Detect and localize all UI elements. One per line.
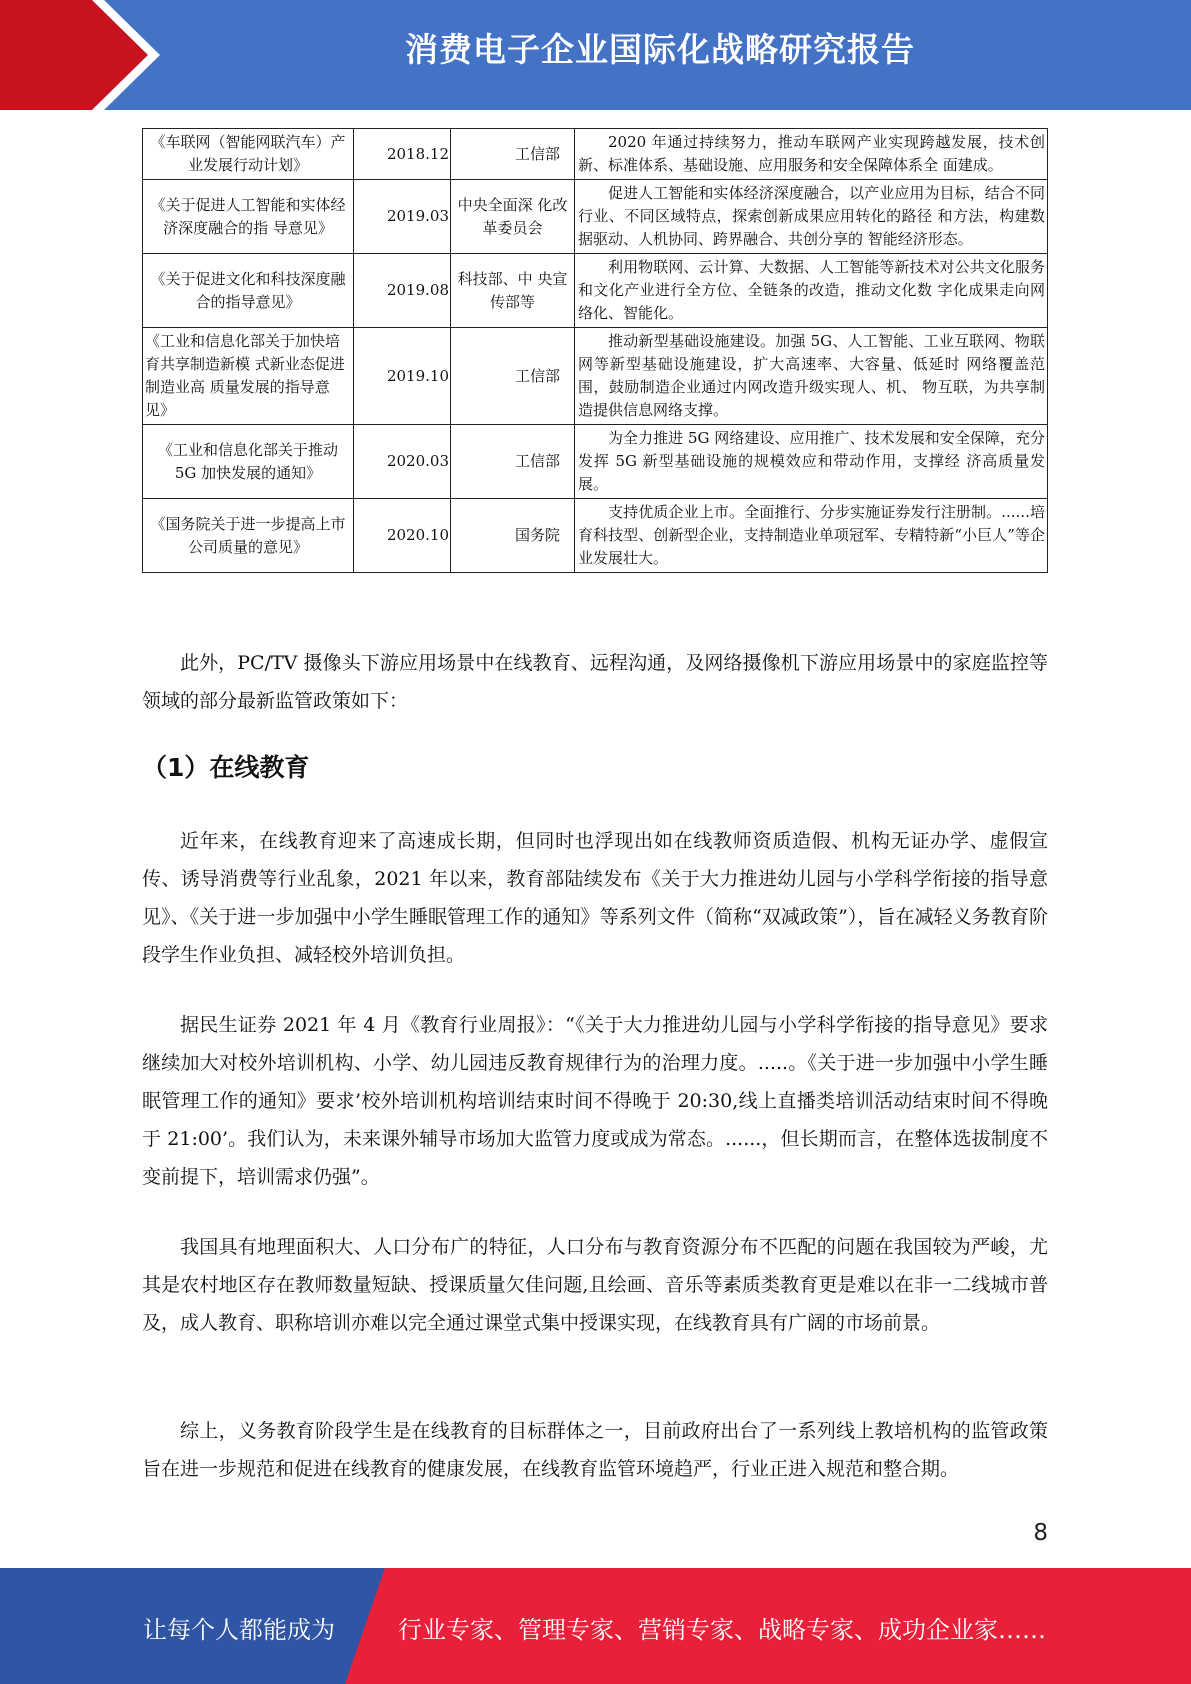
policy-date-cell: 2019.08 <box>354 254 451 328</box>
policy-content-cell: 推动新型基础设施建设。加强 5G、人工智能、工业互联网、物联网等新型基础设施建设，扩大高速率、大容量、低延时 网络覆盖范围，鼓励制造企业通过内网改造升级实现人、机、 物互联，为共享制造提供信息网络支撑。 <box>575 328 1048 425</box>
body-paragraph: 我国具有地理面积大、人口分布广的特征，人口分布与教育资源分布不匹配的问题在我国较为严峻，尤其是农村地区存在教师数量短缺、授课质量欠佳问题,且绘画、音乐等素质类教育更是难以在非一二线城市普及，成人教育、职称培训亦难以完全通过课堂式集中授课实现，在线教育具有广阔的市场前景。 <box>142 1236 1048 1334</box>
policy-content-cell: 利用物联网、云计算、大数据、人工智能等新技术对公共文化服务和文化产业进行全方位、全链条的改造，推动文化数 字化成果走向网络化、智能化。 <box>575 254 1048 328</box>
table-row <box>143 129 1048 180</box>
policy-name-cell: 《车联网（智能网联汽车）产业发展行动计划》 <box>143 129 354 180</box>
policy-dept-cell: 中央全面深 化改革委员会 <box>451 180 575 254</box>
policy-name-cell: 《工业和信息化部关于加快培育共享制造新模 式新业态促进制造业高 质量发展的指导意见》 <box>143 328 354 425</box>
table-row <box>143 180 1048 254</box>
table-row <box>143 328 1048 425</box>
table-row <box>143 425 1048 499</box>
policy-date-cell: 2020.10 <box>354 499 451 573</box>
table-row <box>143 499 1048 573</box>
table-row <box>143 254 1048 328</box>
policy-content-cell: 为全力推进 5G 网络建设、应用推广、技术发展和安全保障，充分发挥 5G 新型基础设施的规模效应和带动作用，支撑经 济高质量发展。 <box>575 425 1048 499</box>
policy-dept-cell: 工信部 <box>451 425 575 499</box>
page-number: 8 <box>1033 1520 1048 1546</box>
footer-slogan-left: 让每个人都能成为 <box>143 1616 335 1644</box>
policy-dept-cell: 工信部 <box>451 129 575 180</box>
policy-dept-cell: 工信部 <box>451 328 575 425</box>
body-paragraph: 近年来，在线教育迎来了高速成长期，但同时也浮现出如在线教师资质造假、机构无证办学、虚假宣传、诱导消费等行业乱象，2021 年以来，教育部陆续发布《关于大力推进幼儿园与小学科学衔接的指导意见》、《关于进一步加强中小学生睡眠管理工作的通知》等系列文件（简称“双减政策”），旨在减轻义务教育阶段学生作业负担、减轻校外培训负担。 <box>142 830 1048 966</box>
body-paragraph: 综上，义务教育阶段学生是在线教育的目标群体之一，目前政府出台了一系列线上教培机构的监管政策旨在进一步规范和促进在线教育的健康发展，在线教育监管环境趋严，行业正进入规范和整合期。 <box>142 1420 1048 1480</box>
intro-paragraph: 此外，PC/TV 摄像头下游应用场景中在线教育、远程沟通，及网络摄像机下游应用场景中的家庭监控等领域的部分最新监管政策如下： <box>142 652 1048 712</box>
policy-dept-cell: 科技部、中 央宣传部等 <box>451 254 575 328</box>
policy-content-cell: 促进人工智能和实体经济深度融合，以产业应用为目标，结合不同行业、不同区域特点，探索创新成果应用转化的路径 和方法，构建数据驱动、人机协同、跨界融合、共创分享的 智能经济形态。 <box>575 180 1048 254</box>
body-paragraph: 据民生证券 2021 年 4 月《教育行业周报》：“《关于大力推进幼儿园与小学科学衔接的指导意见》要求继续加大对校外培训机构、小学、幼儿园违反教育规律行为的治理力度。.....。《关于进一步加强中小学生睡眠管理工作的通知》要求’校外培训机构培训结束时间不得晚于 20:30,线上直播类培训活动结束时间不得晚于 21:00’。我们认为，未来课外辅导市场加大监管力度或成为常态。......，但长期而言，在整体选拔制度不变前提下，培训需求仍强”。 <box>142 1014 1048 1188</box>
policy-name-cell: 《关于促进人工智能和实体经济深度融合的指 导意见》 <box>143 180 354 254</box>
footer-slogan-right: 行业专家、管理专家、营销专家、战略专家、成功企业家…… <box>398 1616 1046 1644</box>
policy-name-cell: 《关于促进文化和科技深度融合的指导意见》 <box>143 254 354 328</box>
policy-dept-cell: 国务院 <box>451 499 575 573</box>
policy-content-cell: 支持优质企业上市。全面推行、分步实施证券发行注册制。......培育科技型、创新型企业，支持制造业单项冠军、专精特新“小巨人”等企业发展壮大。 <box>575 499 1048 573</box>
policy-date-cell: 2019.10 <box>354 328 451 425</box>
policy-date-cell: 2020.03 <box>354 425 451 499</box>
policy-table <box>142 128 1048 573</box>
policy-name-cell: 《国务院关于进一步提高上市公司质量的意见》 <box>143 499 354 573</box>
policy-content-cell: 2020 年通过持续努力，推动车联网产业实现跨越发展，技术创新、标准体系、基础设施、应用服务和安全保障体系全 面建成。 <box>575 129 1048 180</box>
policy-date-cell: 2018.12 <box>354 129 451 180</box>
page-header <box>0 0 1191 110</box>
report-title: 消费电子企业国际化战略研究报告 <box>405 30 915 69</box>
policy-name-cell: 《工业和信息化部关于推动 5G 加快发展的通知》 <box>143 425 354 499</box>
policy-date-cell: 2019.03 <box>354 180 451 254</box>
section-heading-online-education: （1）在线教育 <box>142 753 310 782</box>
